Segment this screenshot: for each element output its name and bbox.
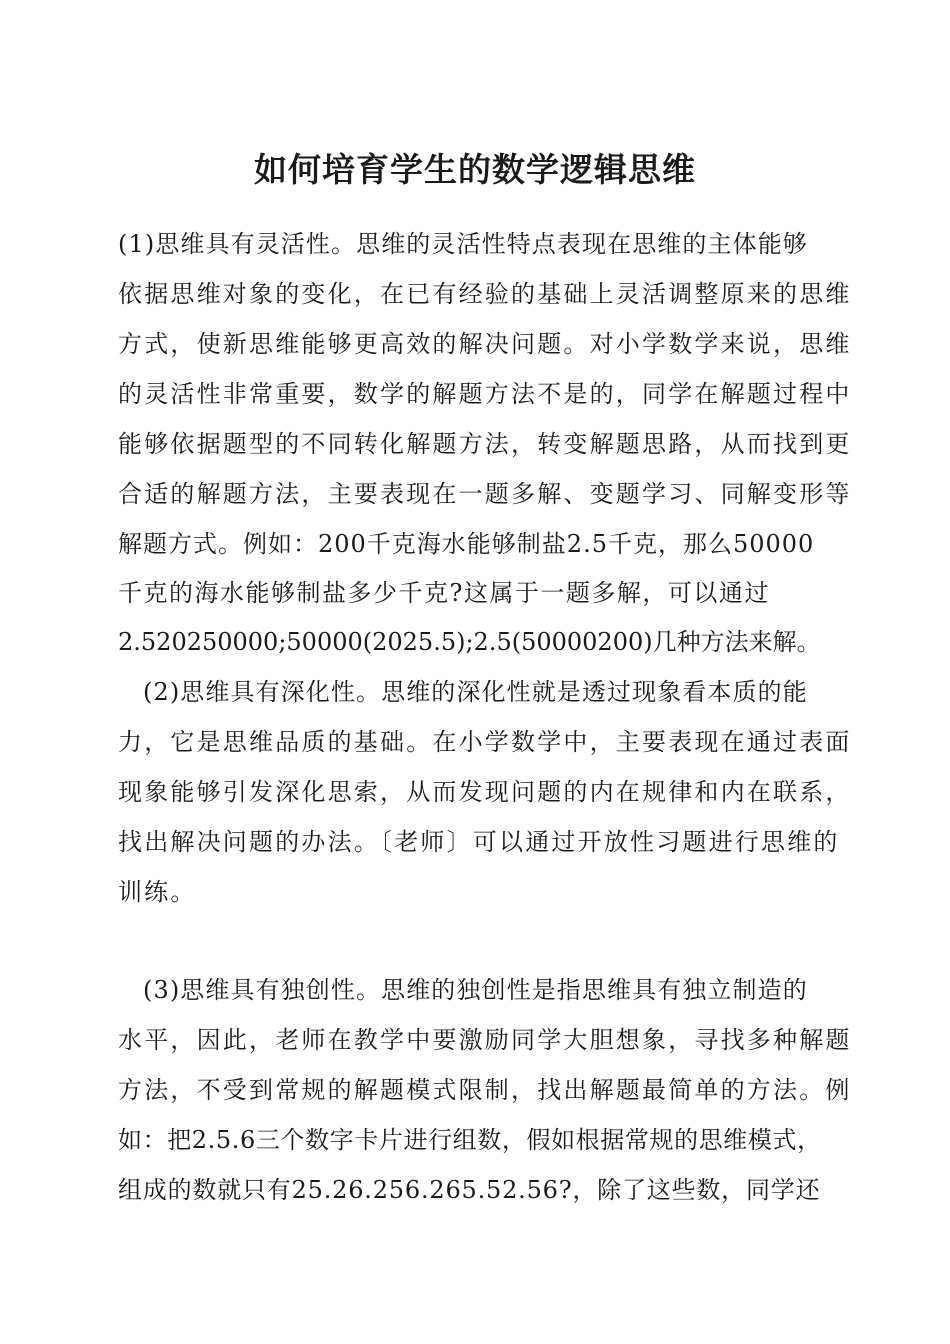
paragraph-line: 2.520250000;50000(2025.5);2.5(50000200)几种方法来解。 (118, 628, 821, 656)
paragraph-line: 方式，使新思维能够更高效的解决问题。对小学数学来说，思维 (118, 330, 852, 358)
paragraph-line: 能够依据题型的不同转化解题方法，转变解题思路，从而找到更 (118, 430, 852, 458)
paragraph-line: 方法，不受到常规的解题模式限制，找出解题最简单的方法。例 (118, 1076, 852, 1104)
paragraph-line: 的灵活性非常重要，数学的解题方法不是的，同学在解题过程中 (118, 380, 852, 408)
paragraph-line: 水平，因此，老师在教学中要激励同学大胆想象，寻找多种解题 (118, 1026, 852, 1054)
paragraph-line: 找出解决问题的办法。〔老师〕可以通过开放性习题进行思维的 (118, 828, 840, 856)
paragraph-line: 合适的解题方法，主要表现在一题多解、变题学习、同解变形等 (118, 480, 852, 508)
paragraph-line: 现象能够引发深化思索，从而发现问题的内在规律和内在联系， (118, 778, 852, 806)
paragraph-line: 组成的数就只有25.26.256.265.52.56?，除了这些数，同学还 (118, 1176, 821, 1204)
paragraph-line: 训练。 (118, 878, 197, 906)
paragraph-line: (2)思维具有深化性。思维的深化性就是透过现象看本质的能 (143, 678, 808, 706)
document-title: 如何培育学生的数学逻辑思维 (254, 150, 696, 189)
paragraph-line: (3)思维具有独创性。思维的独创性是指思维具有独立制造的 (143, 976, 808, 1004)
paragraph-line: 力，它是思维品质的基础。在小学数学中，主要表现在通过表面 (118, 728, 852, 756)
paragraph-line: (1)思维具有灵活性。思维的灵活性特点表现在思维的主体能够 (118, 230, 808, 258)
paragraph-line: 如：把2.5.6三个数字卡片进行组数，假如根据常规的思维模式， (118, 1126, 822, 1154)
paragraph-line: 千克的海水能够制盐多少千克?这属于一题多解，可以通过 (118, 579, 770, 607)
paragraph-line: 依据思维对象的变化，在已有经验的基础上灵活调整原来的思维 (118, 280, 852, 308)
paragraph-line: 解题方式。例如：200千克海水能够制盐2.5千克，那么50000 (118, 530, 815, 558)
